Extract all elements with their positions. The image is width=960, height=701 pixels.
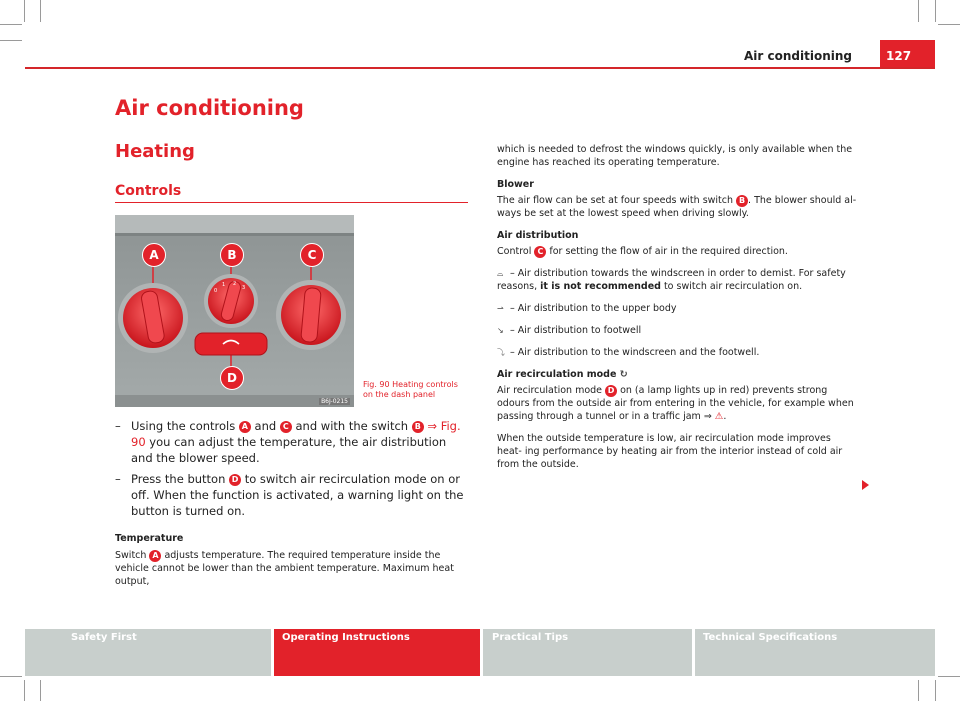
footer-tab-safety-first[interactable] — [25, 629, 271, 676]
svg-text:3: 3 — [242, 285, 246, 291]
footwell-vent-icon: ↘ — [497, 326, 504, 335]
svg-text:2: 2 — [233, 281, 237, 287]
marker-d: D — [605, 385, 617, 397]
footer-tab-technical-specifications[interactable] — [695, 629, 935, 676]
crop-mark — [0, 24, 22, 25]
crop-mark — [40, 0, 41, 22]
marker-b: B — [412, 421, 424, 433]
crop-mark — [938, 24, 960, 25]
continue-arrow-icon — [862, 480, 869, 490]
recirculation-icon: ↻ — [619, 369, 628, 380]
figure-image-code: B6J-0215 — [321, 398, 348, 405]
bullet-text: you can adjust the temperature, the air distribution and the blower speed. — [131, 435, 447, 465]
subsection-rule — [115, 202, 468, 203]
figure-reference-link[interactable]: ⇒ Fig. 90 — [131, 419, 461, 449]
svg-text:1: 1 — [222, 282, 226, 288]
marker-b: B — [736, 195, 748, 207]
paragraph-text: – Air distribution to footwell — [507, 325, 642, 336]
footer-tab-label: Operating Instructions — [282, 632, 410, 643]
air-distribution-paragraph — [497, 245, 857, 258]
crop-mark — [935, 0, 936, 22]
marker-c: C — [280, 421, 292, 433]
distribution-item-footwell — [497, 324, 857, 337]
blower-heading: Blower — [497, 179, 534, 190]
paragraph-text: . The blower should al- ways be set at the lowest speed when driving slowly. — [497, 195, 857, 219]
marker-a: A — [239, 421, 251, 433]
upper-body-vent-icon: ⇀ — [497, 304, 504, 313]
footer-tab-label: Technical Specifications — [703, 632, 838, 643]
crop-mark — [918, 0, 919, 22]
svg-text:0: 0 — [214, 288, 218, 294]
paragraph-text: on (a lamp lights up in red) prevents strong odours from the outside air from entering in the vehicle, for example when passing through a tunnel or in a traffic jam ⇒ — [497, 385, 854, 422]
section-heading: Heating — [115, 141, 195, 162]
paragraph-text: The air flow can be set at four speeds with switch — [497, 195, 737, 206]
marker-c: C — [534, 246, 546, 258]
crop-mark — [918, 680, 919, 701]
figure-label-c: C — [300, 243, 324, 267]
crop-mark — [0, 676, 22, 677]
paragraph-text: Air recirculation mode — [497, 385, 606, 396]
bullet-dash: – — [115, 419, 121, 433]
warning-triangle-icon[interactable]: ⚠ — [714, 411, 724, 422]
bullet-text: Press the button — [131, 472, 230, 486]
distribution-item-windscreen — [497, 267, 857, 293]
windscreen-footwell-vent-icon: ⤵ — [497, 348, 505, 357]
paragraph-text: . — [723, 411, 727, 422]
heating-controls-figure — [115, 215, 354, 407]
chapter-heading: Air conditioning — [115, 96, 304, 120]
blower-paragraph — [497, 194, 857, 220]
paragraph-text: Control — [497, 246, 535, 257]
page-number-box — [880, 40, 935, 68]
crop-mark — [935, 680, 936, 701]
distribution-item-upper-body — [497, 302, 857, 315]
paragraph-text: to switch air recirculation on. — [660, 281, 803, 292]
figure-label-a: A — [142, 243, 166, 267]
marker-d: D — [229, 474, 241, 486]
bullet-text: and with the switch — [291, 419, 412, 433]
crop-mark — [24, 0, 25, 22]
page-number: 127 — [886, 49, 912, 63]
paragraph-text: – Air distribution to the windscreen and the footwell. — [507, 347, 760, 358]
footer-tab-label: Safety First — [71, 632, 137, 643]
figure-caption: Fig. 90 Heating controls on the dash panel — [363, 380, 458, 399]
figure-label-d: D — [220, 366, 244, 390]
subsection-heading: Controls — [115, 183, 182, 199]
footer-tab-label: Practical Tips — [492, 632, 569, 643]
paragraph-text: for setting the flow of air in the required direction. — [546, 246, 788, 257]
figure-label-b: B — [220, 243, 244, 267]
crop-mark — [24, 680, 25, 701]
button-d — [195, 333, 267, 355]
distribution-item-windscreen-footwell — [497, 346, 857, 359]
header-rule — [25, 67, 935, 69]
air-distribution-heading: Air distribution — [497, 230, 579, 241]
marker-a: A — [149, 550, 161, 562]
footer-tab-operating-instructions[interactable] — [274, 629, 480, 676]
footer-tab-practical-tips[interactable] — [483, 629, 692, 676]
crop-mark — [938, 676, 960, 677]
recirculation-paragraph — [497, 384, 857, 423]
recirculation-heading-row — [497, 368, 857, 381]
paragraph-text: – Air distribution to the upper body — [507, 303, 677, 314]
instruction-bullet-1 — [115, 418, 470, 466]
temperature-section — [115, 532, 470, 588]
instruction-bullet-2 — [115, 471, 470, 519]
bullet-text: to switch air recirculation mode on or off. When the function is activated, a warning light on the button is turned on. — [131, 472, 464, 518]
right-column — [497, 143, 857, 471]
paragraph-text: adjusts temperature. The required temperature inside the vehicle cannot be lower than the ambient temperature. Maximum heat output, — [115, 550, 454, 587]
emphasis-text: it is not recommended — [540, 281, 661, 292]
bullet-dash: – — [115, 472, 121, 486]
bullet-text: Using the controls — [131, 419, 239, 433]
crop-mark — [0, 40, 22, 41]
windscreen-vent-icon: ⌓ — [497, 269, 504, 278]
paragraph-text: – Air distribution towards the windscreen in order to demist. For safety reasons, — [497, 268, 846, 292]
paragraph-text: Switch — [115, 550, 150, 561]
paragraph-continued: which is needed to defrost the windows quickly, is only available when the engine has reached its operating temperature. — [497, 144, 853, 168]
crop-mark — [40, 680, 41, 701]
recirculation-paragraph-2: When the outside temperature is low, air recirculation mode improves heat- ing performance by heating air from the interior instead of cold air from the outside. — [497, 433, 843, 470]
running-header-title: Air conditioning — [744, 49, 852, 63]
recirculation-heading: Air recirculation mode — [497, 369, 617, 380]
temperature-heading: Temperature — [115, 533, 184, 544]
bullet-text: and — [250, 419, 280, 433]
